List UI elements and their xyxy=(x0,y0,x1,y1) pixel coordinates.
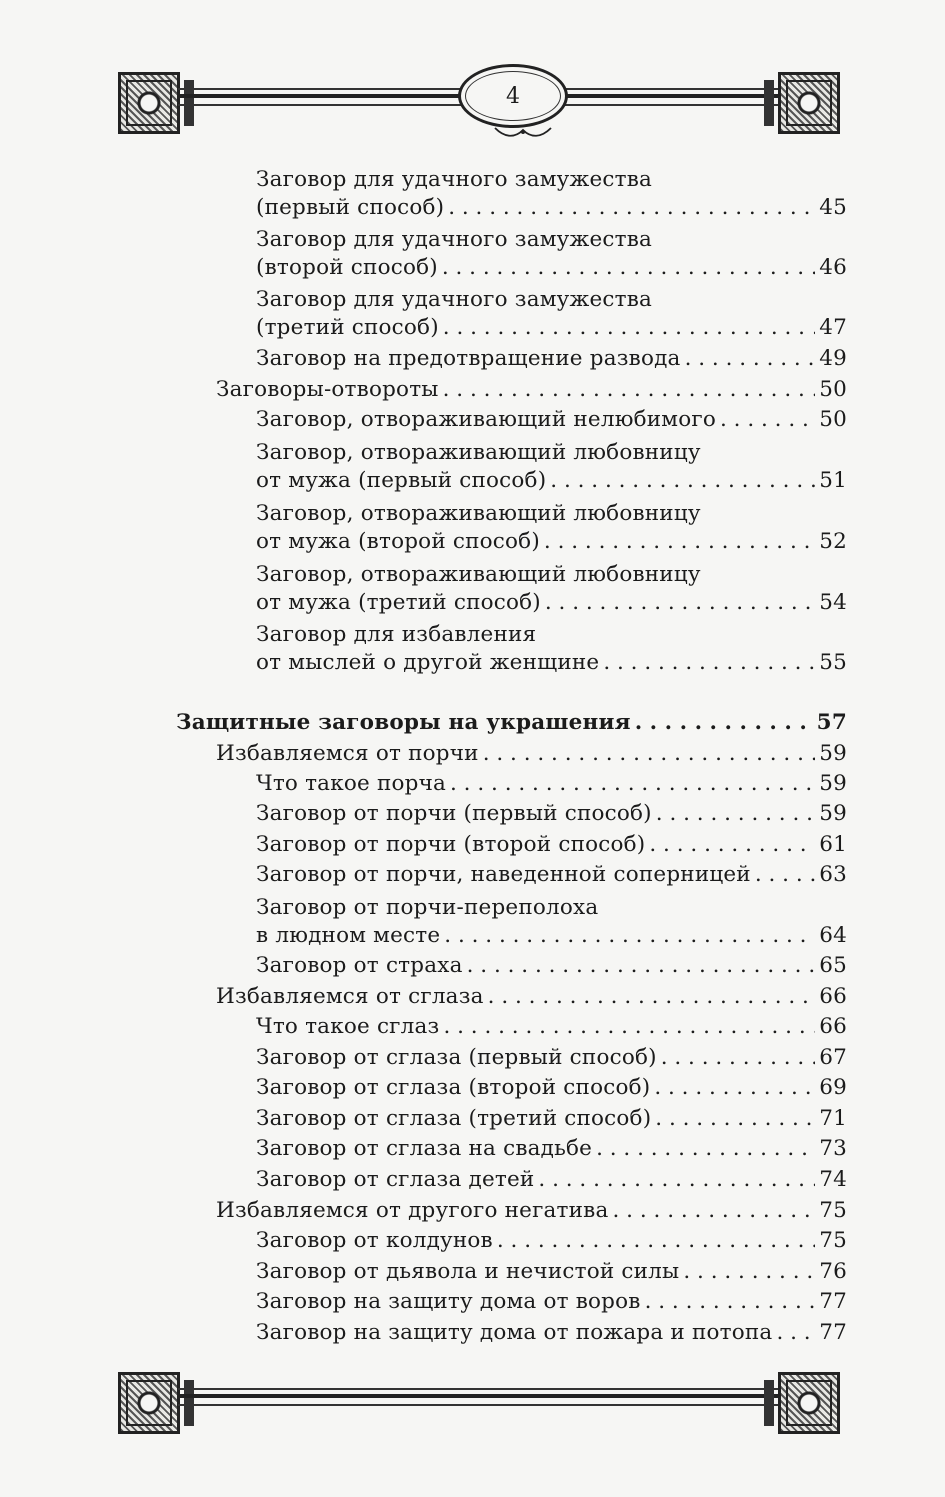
toc-entry xyxy=(256,1287,847,1317)
toc-entry-text: от мужа (третий способ) xyxy=(256,590,541,615)
toc-entry-title-line xyxy=(256,225,652,255)
toc-entry-text: Что такое сглаз xyxy=(256,1014,440,1039)
dot-leader xyxy=(596,1134,815,1164)
toc-entry-title-line xyxy=(256,560,701,590)
right-ornament-tile xyxy=(778,1372,840,1434)
dot-leader xyxy=(645,1287,815,1317)
dot-leader xyxy=(685,344,815,374)
toc-page-number: 45 xyxy=(819,195,847,220)
toc-page-number: 64 xyxy=(819,923,847,948)
toc-entry xyxy=(256,313,847,343)
dot-leader xyxy=(683,1257,815,1287)
toc-entry-text: Заговор на защиту дома от пожара и потопа xyxy=(256,1320,773,1345)
dot-leader xyxy=(550,466,815,496)
left-rail-cap xyxy=(184,1380,194,1426)
toc-page-number: 65 xyxy=(819,953,847,978)
toc-entry-title-line xyxy=(256,438,701,468)
toc-entry-text: Избавляемся от сглаза xyxy=(216,984,484,1009)
toc-entry-text: Заговор от порчи (первый способ) xyxy=(256,801,652,826)
toc-entry xyxy=(216,1196,847,1226)
toc-page-number: 76 xyxy=(819,1259,847,1284)
toc-entry xyxy=(256,193,847,223)
toc-entry-text: Заговор от дьявола и нечистой силы xyxy=(256,1259,680,1284)
toc-entry xyxy=(256,799,847,829)
toc-entry-text: Заговор, отвораживающий любовницу xyxy=(256,501,701,526)
toc-entry xyxy=(256,1226,847,1256)
toc-entry-title-line xyxy=(256,285,652,315)
toc-page-number: 49 xyxy=(819,346,847,371)
toc-page-number: 59 xyxy=(819,741,847,766)
toc-page-number: 66 xyxy=(819,984,847,1009)
dot-leader xyxy=(649,830,815,860)
toc-entry xyxy=(256,951,847,981)
dot-leader xyxy=(661,1043,815,1073)
dot-leader xyxy=(488,982,815,1012)
toc-entry-text: от мужа (второй способ) xyxy=(256,529,540,554)
dot-leader xyxy=(443,313,815,343)
bottom-rail-thin-lower xyxy=(178,1404,780,1406)
toc-entry xyxy=(216,982,847,1012)
toc-page-number: 51 xyxy=(819,468,847,493)
dot-leader xyxy=(545,588,815,618)
toc-entry xyxy=(256,405,847,435)
dot-leader xyxy=(776,1318,815,1348)
bottom-rail-thin-upper xyxy=(178,1388,780,1390)
toc-page-number: 50 xyxy=(819,407,847,432)
toc-entry xyxy=(256,1043,847,1073)
toc-entry-text: Заговор, отвораживающий нелюбимого xyxy=(256,407,716,432)
dot-leader xyxy=(544,527,815,557)
toc-entry-text: (первый способ) xyxy=(256,195,445,220)
bottom-rail xyxy=(178,1394,780,1398)
dot-leader xyxy=(613,1196,815,1226)
toc-entry xyxy=(256,1318,847,1348)
dot-leader xyxy=(497,1226,815,1256)
toc-entry xyxy=(256,527,847,557)
toc-entry-title-line xyxy=(256,165,652,195)
dot-leader xyxy=(635,708,813,738)
toc-entry xyxy=(256,921,847,951)
toc-page-number: 46 xyxy=(819,255,847,280)
toc-page-number: 69 xyxy=(819,1075,847,1100)
toc-entry xyxy=(256,588,847,618)
toc-entry-text: от мыслей о другой женщине xyxy=(256,650,600,675)
toc-entry-text: Заговор от сглаза (второй способ) xyxy=(256,1075,651,1100)
toc-entry xyxy=(256,1165,847,1195)
dot-leader xyxy=(656,799,815,829)
toc-entry-text: от мужа (первый способ) xyxy=(256,468,547,493)
toc-page-number: 59 xyxy=(819,801,847,826)
toc-entry-text: в людном месте xyxy=(256,923,441,948)
toc-page-number: 66 xyxy=(819,1014,847,1039)
toc-page-number: 74 xyxy=(819,1167,847,1192)
toc-page-number: 73 xyxy=(819,1136,847,1161)
dot-leader xyxy=(483,739,815,769)
toc-entry-text: Заговор от колдунов xyxy=(256,1228,493,1253)
toc-entry xyxy=(256,769,847,799)
toc-entry-text: Заговор на защиту дома от воров xyxy=(256,1289,641,1314)
dot-leader xyxy=(442,253,815,283)
toc-page-number: 77 xyxy=(819,1289,847,1314)
toc-entry-text: (второй способ) xyxy=(256,255,438,280)
toc-page-number: 52 xyxy=(819,529,847,554)
toc-page-number: 57 xyxy=(816,710,847,735)
toc-entry-text: Заговор от сглаза детей xyxy=(256,1167,535,1192)
toc-entry xyxy=(256,1134,847,1164)
toc-entry-text: Избавляемся от другого негатива xyxy=(216,1198,609,1223)
footer-ornament xyxy=(118,1362,840,1450)
toc-entry-text: Заговор для избавления xyxy=(256,622,537,647)
toc-entry-text: Защитные заговоры на украшения xyxy=(176,710,631,735)
toc-entry-text: Заговор для удачного замужества xyxy=(256,227,653,252)
toc-entry-text: Заговор от сглаза (первый способ) xyxy=(256,1045,657,1070)
toc-entry-text: Заговор для удачного замужества xyxy=(256,287,653,312)
toc-entry xyxy=(256,344,847,374)
toc-page-number: 71 xyxy=(819,1106,847,1131)
toc-entry xyxy=(256,830,847,860)
toc-page-number: 59 xyxy=(819,771,847,796)
toc-entry-text: Заговор для удачного замужества xyxy=(256,167,653,192)
toc-entry-title-line xyxy=(256,499,701,529)
toc-page-number: 63 xyxy=(819,862,847,887)
dot-leader xyxy=(448,193,815,223)
toc-entry xyxy=(256,1257,847,1287)
dot-leader xyxy=(538,1165,815,1195)
toc-page-number: 55 xyxy=(819,650,847,675)
toc-entry xyxy=(216,375,847,405)
toc-entry xyxy=(256,1012,847,1042)
dot-leader xyxy=(467,951,815,981)
toc-entry-text: Заговоры-отвороты xyxy=(216,377,439,402)
toc-page-number: 67 xyxy=(819,1045,847,1070)
toc-entry-title-line xyxy=(256,893,598,923)
dot-leader xyxy=(450,769,815,799)
page-number: 4 xyxy=(506,83,520,109)
toc-entry-text: (третий способ) xyxy=(256,315,439,340)
toc-entry-text: Заговор от порчи-переполоха xyxy=(256,895,599,920)
toc-entry xyxy=(256,466,847,496)
toc-page-number: 47 xyxy=(819,315,847,340)
left-ornament-tile xyxy=(118,1372,180,1434)
toc-entry-text: Заговор от порчи, наведенной соперницей xyxy=(256,862,751,887)
toc-page-number: 61 xyxy=(819,832,847,857)
dot-leader xyxy=(443,1012,815,1042)
toc-entry xyxy=(256,648,847,678)
toc-entry xyxy=(256,1073,847,1103)
dot-leader xyxy=(443,375,815,405)
dot-leader xyxy=(655,1104,815,1134)
toc-entry-text: Заговор, отвораживающий любовницу xyxy=(256,562,701,587)
toc-entry-text: Заговор от порчи (второй способ) xyxy=(256,832,646,857)
right-rail-cap xyxy=(764,1380,774,1426)
dot-leader xyxy=(444,921,815,951)
toc-entry-text: Заговор от страха xyxy=(256,953,463,978)
toc-page-number: 75 xyxy=(819,1198,847,1223)
toc-entry xyxy=(176,708,847,738)
toc-entry-text: Что такое порча xyxy=(256,771,447,796)
toc-entry xyxy=(216,739,847,769)
dot-leader xyxy=(720,405,815,435)
toc-page-number: 54 xyxy=(819,590,847,615)
dot-leader xyxy=(603,648,815,678)
toc-entry-text: Заговор на предотвращение развода xyxy=(256,346,681,371)
dot-leader xyxy=(755,860,815,890)
toc-entry-title-line xyxy=(256,620,536,650)
toc-entry-text: Заговор от сглаза (третий способ) xyxy=(256,1106,652,1131)
toc-entry-text: Избавляемся от порчи xyxy=(216,741,479,766)
toc-page-number: 50 xyxy=(819,377,847,402)
toc-entry xyxy=(256,860,847,890)
dot-leader xyxy=(654,1073,815,1103)
toc-entry-text: Заговор, отвораживающий любовницу xyxy=(256,440,701,465)
toc-entry-text: Заговор от сглаза на свадьбе xyxy=(256,1136,593,1161)
toc-page-number: 75 xyxy=(819,1228,847,1253)
toc-entry xyxy=(256,253,847,283)
toc-page-number: 77 xyxy=(819,1320,847,1345)
toc-entry xyxy=(256,1104,847,1134)
